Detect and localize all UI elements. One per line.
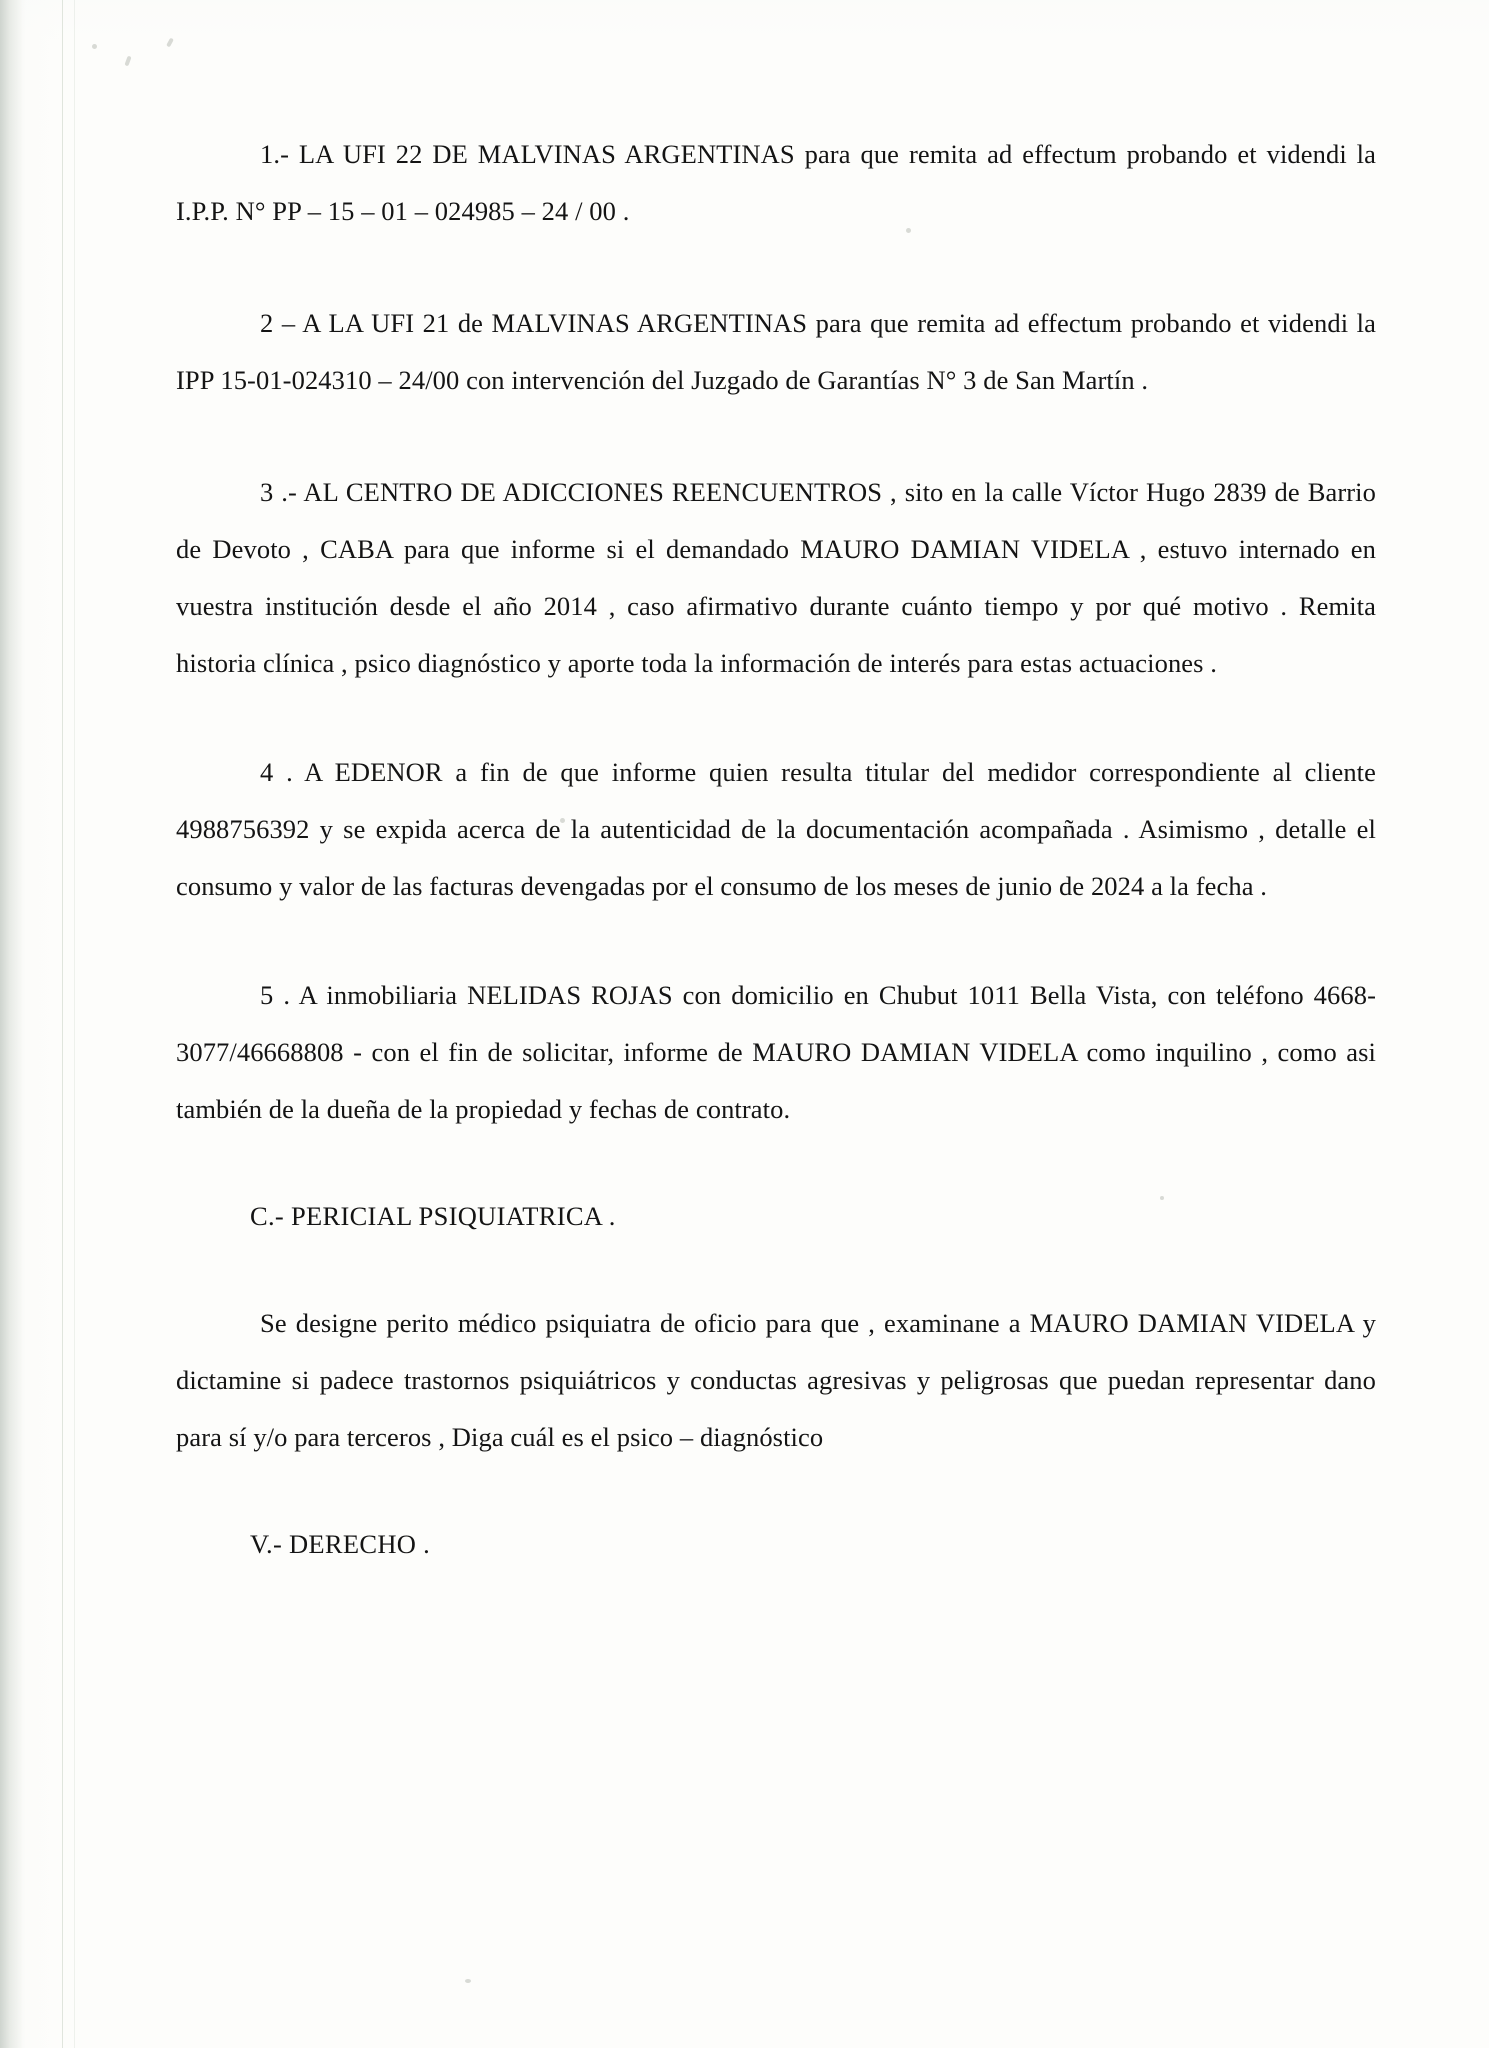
paragraph-spacer (176, 1466, 1376, 1516)
paragraph-item-2: 2 – A LA UFI 21 de MALVINAS ARGENTINAS para que remita ad effectum probando et videndi la IPP 15-01-024310 – 24/00 con intervención del Juzgado de Garantías N° 3 de San Martín . (176, 308, 1376, 395)
paragraph-section-c-body: Se designe perito médico psiquiatra de oficio para que , examinane a MAURO DAMIAN VIDELA y dictamine si padece trastornos psiquiátricos y conductas agresivas y peligrosas que puedan representar dano para sí y/o para terceros , Diga cuál es el psico – diagnóstico (176, 1308, 1376, 1452)
document-body (176, 126, 1376, 1573)
paragraph-item-5: 5 . A inmobiliaria NELIDAS ROJAS con domicilio en Chubut 1011 Bella Vista, con teléfono 4668-3077/46668808 - con el fin de solicitar, informe de MAURO DAMIAN VIDELA como inquilino , como asi también de la dueña de la propiedad y fechas de contrato. (176, 980, 1376, 1124)
paragraph-spacer (176, 1138, 1376, 1188)
section-heading-derecho: V.- DERECHO . (250, 1529, 431, 1559)
paragraph-spacer (176, 409, 1376, 464)
paragraph-spacer (176, 692, 1376, 744)
paragraph-spacer (176, 240, 1376, 295)
scan-left-edge-artifact (0, 0, 22, 2048)
scan-speck (124, 56, 131, 67)
section-heading-pericial-psiquiatrica: C.- PERICIAL PSIQUIATRICA . (250, 1201, 616, 1231)
paragraph-spacer (176, 1245, 1376, 1295)
scan-speck (166, 38, 174, 48)
paragraph-item-4: 4 . A EDENOR a fin de que informe quien resulta titular del medidor correspondiente al cliente 4988756392 y se expida acerca de la autenticidad de la documentación acompañada . Asimismo , detalle el consumo y valor de las facturas devengadas por el consumo de los meses de junio de 2024 a la fecha . (176, 757, 1376, 901)
paragraph-spacer (176, 915, 1376, 967)
paragraph-item-1: 1.- LA UFI 22 DE MALVINAS ARGENTINAS para que remita ad effectum probando et videndi la I.P.P. N° PP – 15 – 01 – 024985 – 24 / 00 . (176, 139, 1376, 226)
scan-vertical-line-artifact-secondary (74, 0, 75, 2048)
scan-speck (92, 44, 97, 49)
paragraph-item-3: 3 .- AL CENTRO DE ADICCIONES REENCUENTROS , sito en la calle Víctor Hugo 2839 de Barrio de Devoto , CABA para que informe si el demandado MAURO DAMIAN VIDELA , estuvo internado en vuestra institución desde el año 2014 , caso afirmativo durante cuánto tiempo y por qué motivo . Remita historia clínica , psico diagnóstico y aporte toda la información de interés para estas actuaciones . (176, 477, 1376, 678)
scan-vertical-line-artifact (62, 0, 63, 2048)
scan-speck (465, 1979, 471, 1983)
